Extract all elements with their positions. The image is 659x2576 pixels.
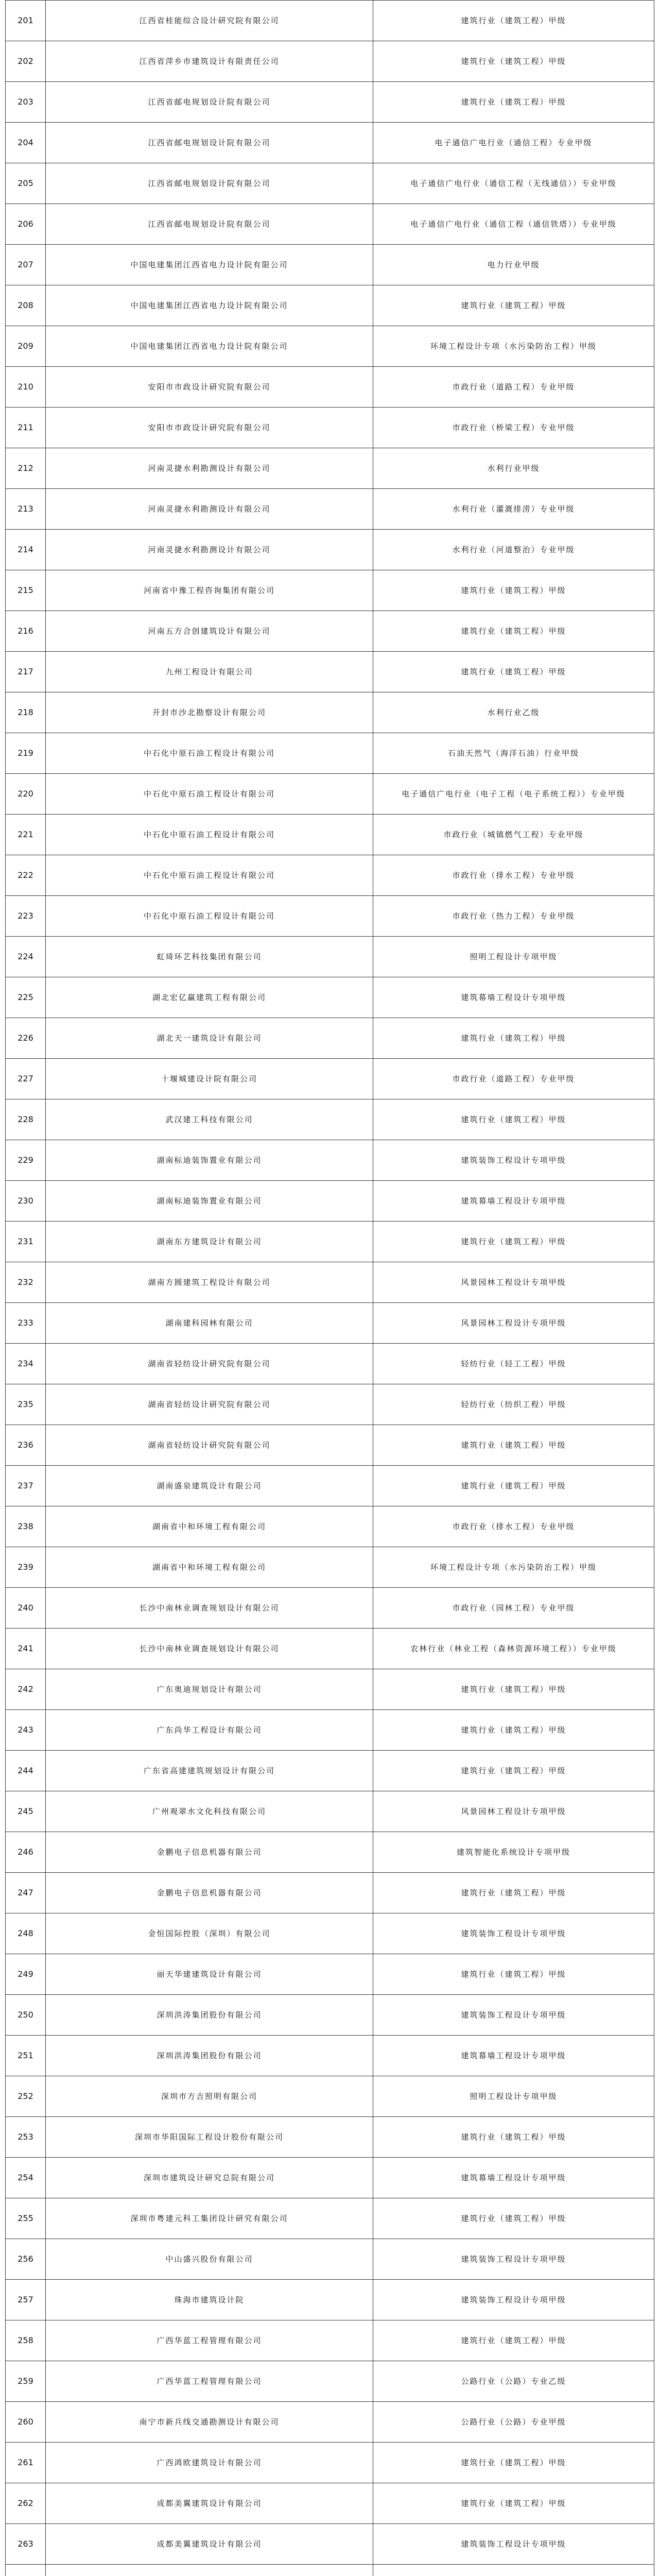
table-row [6, 2320, 654, 2361]
row-number: 246 [6, 1832, 46, 1873]
table-row [6, 1506, 654, 1547]
qualification: 建筑行业（建筑工程）甲级 [373, 1751, 654, 1791]
table-row [6, 937, 654, 977]
table-row [6, 1262, 654, 1303]
table-row [6, 692, 654, 733]
company-name: 江西省邮电规划设计院有限公司 [46, 82, 373, 123]
company-name: 河南省中豫工程咨询集团有限公司 [46, 570, 373, 611]
table-row [6, 815, 654, 855]
table-row [6, 367, 654, 408]
qualification: 市政行业（桥梁工程）专业甲级 [373, 408, 654, 448]
row-number: 245 [6, 1791, 46, 1832]
row-number: 215 [6, 570, 46, 611]
company-name: 中石化中原石油工程设计有限公司 [46, 815, 373, 855]
qualification: 市政行业（园林工程）专业甲级 [373, 1588, 654, 1629]
table-row [6, 2361, 654, 2402]
company-name: 湖南省轻纺设计研究院有限公司 [46, 1425, 373, 1466]
table-row [6, 326, 654, 367]
company-name: 广州观翠水文化科技有限公司 [46, 1791, 373, 1832]
qualification: 建筑行业（建筑工程）甲级 [373, 1873, 654, 1913]
company-name: 珠海市建筑设计院 [46, 2280, 373, 2320]
row-number: 206 [6, 204, 46, 245]
company-name: 武汉建工科技有限公司 [46, 1099, 373, 1140]
table-row [6, 1018, 654, 1059]
qualification: 风景园林工程设计专项甲级 [373, 1303, 654, 1344]
row-number: 255 [6, 2198, 46, 2239]
table-row [6, 163, 654, 204]
company-name: 中国电建集团江西省电力设计院有限公司 [46, 326, 373, 367]
row-number: 220 [6, 774, 46, 815]
table-row [6, 1222, 654, 1262]
row-number: 231 [6, 1222, 46, 1262]
table-row [6, 1059, 654, 1099]
company-name: 广东省高建建筑规划设计有限公司 [46, 1751, 373, 1791]
table-row [6, 652, 654, 692]
row-number: 227 [6, 1059, 46, 1099]
qualification: 水利行业甲级 [373, 448, 654, 489]
table-row [6, 1588, 654, 1629]
company-name: 湖南省轻纺设计研究院有限公司 [46, 1384, 373, 1425]
table-row [6, 2443, 654, 2483]
row-number: 235 [6, 1384, 46, 1425]
qualification: 建筑行业（建筑工程）甲级 [373, 1018, 654, 1059]
table-row [6, 611, 654, 652]
qualification: 建筑行业（建筑工程）甲级 [373, 285, 654, 326]
qualification: 建筑智能化系统设计专项甲级 [373, 1832, 654, 1873]
qualification: 建筑装饰工程设计专项甲级 [373, 1995, 654, 2036]
qualification: 建筑行业（建筑工程）甲级 [373, 1, 654, 41]
company-name: 深圳洪涛集团股份有限公司 [46, 1995, 373, 2036]
row-number: 203 [6, 82, 46, 123]
company-name: 中国电建集团江西省电力设计院有限公司 [46, 245, 373, 285]
company-name: 湖南建科园林有限公司 [46, 1303, 373, 1344]
row-number: 211 [6, 408, 46, 448]
company-name: 十堰城建设计院有限公司 [46, 1059, 373, 1099]
row-number: 229 [6, 1140, 46, 1181]
table-row [6, 2198, 654, 2239]
company-name: 广西鸿欧建筑设计有限公司 [46, 2443, 373, 2483]
table-row [6, 1547, 654, 1588]
table-row [6, 2402, 654, 2443]
table-row [6, 1873, 654, 1913]
row-number: 254 [6, 2158, 46, 2198]
table-row [6, 1425, 654, 1466]
company-name: 长沙中南林业调查规划设计有限公司 [46, 1588, 373, 1629]
table-row [6, 123, 654, 163]
company-name: 南宁市新兵线交通勘测设计有限公司 [46, 2402, 373, 2443]
company-name: 湖北宏亿赢建筑工程有限公司 [46, 977, 373, 1018]
company-name: 深圳市华阳国际工程设计股份有限公司 [46, 2117, 373, 2158]
company-name: 丽天华建建筑设计有限公司 [46, 1954, 373, 1995]
qualification: 水利行业乙级 [373, 692, 654, 733]
row-number: 222 [6, 855, 46, 896]
qualification: 建筑行业（建筑工程）甲级 [373, 570, 654, 611]
table-row [6, 204, 654, 245]
row-number: 233 [6, 1303, 46, 1344]
row-number: 244 [6, 1751, 46, 1791]
table-row [6, 1995, 654, 2036]
row-number: 207 [6, 245, 46, 285]
qualification: 市政行业（排水工程）专业甲级 [373, 1506, 654, 1547]
company-name: 中山盛兴股份有限公司 [46, 2239, 373, 2280]
row-number: 234 [6, 1344, 46, 1384]
qualification: 风景园林工程设计专项甲级 [373, 1262, 654, 1303]
table-row [6, 1669, 654, 1710]
qualification: 建筑行业（建筑工程）甲级 [373, 1710, 654, 1751]
company-name: 中石化中原石油工程设计有限公司 [46, 733, 373, 774]
row-number: 236 [6, 1425, 46, 1466]
company-name: 成都美翼建筑设计有限公司 [46, 2483, 373, 2524]
company-name: 湖南盛泉建筑设计有限公司 [46, 1466, 373, 1506]
company-name: 江西省邮电规划设计院有限公司 [46, 163, 373, 204]
qualification: 市政行业（城镇燃气工程）专业甲级 [373, 815, 654, 855]
table-row [6, 896, 654, 937]
table-row [6, 82, 654, 123]
table-row [6, 1, 654, 41]
qualification: 公路行业（公路）专业乙级 [373, 2361, 654, 2402]
company-name: 金恒国际控股（深圳）有限公司 [46, 1913, 373, 1954]
table-row [6, 855, 654, 896]
qualification: 公路行业（公路）专业甲级 [373, 2402, 654, 2443]
table-body [6, 1, 654, 2576]
table-row [6, 774, 654, 815]
qualification: 市政行业（道路工程）专业甲级 [373, 367, 654, 408]
qualification: 建筑行业（建筑工程）甲级 [373, 41, 654, 82]
qualification: 建筑行业（建筑工程）甲级 [373, 2117, 654, 2158]
row-number: 238 [6, 1506, 46, 1547]
qualification: 建筑行业（建筑工程）甲级 [373, 652, 654, 692]
table-row [6, 530, 654, 570]
company-name: 中石化中原石油工程设计有限公司 [46, 855, 373, 896]
row-number: 217 [6, 652, 46, 692]
row-number: 247 [6, 1873, 46, 1913]
table-row [6, 2117, 654, 2158]
row-number: 219 [6, 733, 46, 774]
row-number: 259 [6, 2361, 46, 2402]
row-number: 256 [6, 2239, 46, 2280]
row-number: 223 [6, 896, 46, 937]
qualification: 建筑行业（建筑工程）甲级 [373, 1222, 654, 1262]
qualification: 环境工程设计专项（水污染防治工程）甲级 [373, 1547, 654, 1588]
qualification: 电子通信广电行业（通信工程（通信铁塔））专业甲级 [373, 204, 654, 245]
qualification: 轻纺行业（轻工工程）甲级 [373, 1344, 654, 1384]
row-number: 253 [6, 2117, 46, 2158]
qualification: 电子通信广电行业（通信工程（无线通信））专业甲级 [373, 163, 654, 204]
company-name: 中石化中原石油工程设计有限公司 [46, 774, 373, 815]
company-name: 安阳市市政设计研究院有限公司 [46, 367, 373, 408]
qualification: 建筑幕墙工程设计专项甲级 [373, 2036, 654, 2076]
table-row [6, 1629, 654, 1669]
qualification: 建筑装饰工程设计专项甲级 [373, 1140, 654, 1181]
qualification: 农林行业（林业工程（森林资源环境工程））专业甲级 [373, 1629, 654, 1669]
qualification: 建筑行业（建筑工程）甲级 [373, 1099, 654, 1140]
row-number: 242 [6, 1669, 46, 1710]
table-row [6, 1832, 654, 1873]
qualification: 建筑幕墙工程设计专项甲级 [373, 2158, 654, 2198]
qualification: 建筑行业（建筑工程）甲级 [373, 82, 654, 123]
qualification: 石油天然气（海洋石油）行业甲级 [373, 733, 654, 774]
row-number [6, 2565, 46, 2576]
row-number: 228 [6, 1099, 46, 1140]
row-number: 214 [6, 530, 46, 570]
row-number: 208 [6, 285, 46, 326]
company-name: 河南五方合创建筑设计有限公司 [46, 611, 373, 652]
row-number: 261 [6, 2443, 46, 2483]
qualification: 建筑装饰工程设计专项甲级 [373, 2524, 654, 2565]
company-name: 金鹏电子信息机器有限公司 [46, 1873, 373, 1913]
qualification: 建筑装饰工程设计专项甲级 [373, 2239, 654, 2280]
row-number: 258 [6, 2320, 46, 2361]
table-row [6, 2158, 654, 2198]
row-number: 240 [6, 1588, 46, 1629]
company-name: 江西省萍乡市建筑设计有限责任公司 [46, 41, 373, 82]
company-name: 广东尚华工程设计有限公司 [46, 1710, 373, 1751]
table-row [6, 1954, 654, 1995]
row-number: 210 [6, 367, 46, 408]
row-number: 239 [6, 1547, 46, 1588]
row-number: 216 [6, 611, 46, 652]
qualification: 电力行业甲级 [373, 245, 654, 285]
qualification: 建筑行业（建筑工程）甲级 [373, 2320, 654, 2361]
company-name: 湖北天一建筑设计有限公司 [46, 1018, 373, 1059]
table-row [6, 245, 654, 285]
qualification: 建筑行业（建筑工程）甲级 [373, 2198, 654, 2239]
table-row [6, 1466, 654, 1506]
qualification: 建筑幕墙工程设计专项甲级 [373, 977, 654, 1018]
company-name: 湖南方圆建筑工程设计有限公司 [46, 1262, 373, 1303]
company-name: 深圳市粤建元科工集团设计研究有限公司 [46, 2198, 373, 2239]
qualification: 市政行业（排水工程）专业甲级 [373, 855, 654, 896]
table-row [6, 41, 654, 82]
table-row [6, 570, 654, 611]
company-name: 开封市沙北勘察设计有限公司 [46, 692, 373, 733]
table-row [6, 2036, 654, 2076]
row-number: 241 [6, 1629, 46, 1669]
row-number: 257 [6, 2280, 46, 2320]
row-number: 252 [6, 2076, 46, 2117]
company-name: 广西华蓝工程管理有限公司 [46, 2320, 373, 2361]
row-number: 237 [6, 1466, 46, 1506]
table-row [6, 1181, 654, 1222]
row-number: 201 [6, 1, 46, 41]
table-row [6, 1099, 654, 1140]
row-number: 262 [6, 2483, 46, 2524]
qualification: 建筑行业（建筑工程）甲级 [373, 2483, 654, 2524]
qualification: 电子通信广电行业（通信工程）专业甲级 [373, 123, 654, 163]
company-name: 虹琦环艺科技集团有限公司 [46, 937, 373, 977]
table-row [6, 2280, 654, 2320]
company-name: 长沙中南林业调查规划设计有限公司 [46, 1629, 373, 1669]
qualification: 建筑幕墙工程设计专项甲级 [373, 1181, 654, 1222]
company-name: 深圳市建筑设计研究总院有限公司 [46, 2158, 373, 2198]
row-number: 209 [6, 326, 46, 367]
table-row [6, 1303, 654, 1344]
company-name: 湖南标迪装饰置业有限公司 [46, 1181, 373, 1222]
company-name: 九州工程设计有限公司 [46, 652, 373, 692]
qualification: 建筑行业（建筑工程）甲级 [373, 1669, 654, 1710]
row-number: 213 [6, 489, 46, 530]
row-number: 232 [6, 1262, 46, 1303]
company-name: 成都美翼建筑设计有限公司 [46, 2524, 373, 2565]
row-number: 205 [6, 163, 46, 204]
row-number: 221 [6, 815, 46, 855]
company-name: 广东奥迪规划设计有限公司 [46, 1669, 373, 1710]
qualification: 照明工程设计专项甲级 [373, 937, 654, 977]
row-number: 225 [6, 977, 46, 1018]
table-row [6, 285, 654, 326]
qualification: 环境工程设计专项（水污染防治工程）甲级 [373, 326, 654, 367]
row-number: 260 [6, 2402, 46, 2443]
row-number: 212 [6, 448, 46, 489]
qualification: 建筑行业（建筑工程）甲级 [373, 1425, 654, 1466]
qualification [373, 2565, 654, 2576]
row-number: 250 [6, 1995, 46, 2036]
row-number: 204 [6, 123, 46, 163]
table-row [6, 2239, 654, 2280]
table-row [6, 2483, 654, 2524]
table-row [6, 2076, 654, 2117]
company-name: 深圳洪涛集团股份有限公司 [46, 2036, 373, 2076]
row-number: 248 [6, 1913, 46, 1954]
row-number: 224 [6, 937, 46, 977]
company-name: 中国电建集团江西省电力设计院有限公司 [46, 285, 373, 326]
row-number: 202 [6, 41, 46, 82]
qualification: 建筑装饰工程设计专项甲级 [373, 1913, 654, 1954]
table-row [6, 1791, 654, 1832]
row-number: 230 [6, 1181, 46, 1222]
company-name: 江西省邮电规划设计院有限公司 [46, 204, 373, 245]
row-number: 243 [6, 1710, 46, 1751]
qualification-table [5, 0, 654, 2576]
table-row [6, 1140, 654, 1181]
table-row [6, 977, 654, 1018]
table-row [6, 1913, 654, 1954]
qualification: 建筑行业（建筑工程）甲级 [373, 611, 654, 652]
company-name [46, 2565, 373, 2576]
company-name: 湖南省中和环境工程有限公司 [46, 1547, 373, 1588]
qualification: 水利行业（灌溉排涝）专业甲级 [373, 489, 654, 530]
row-number: 263 [6, 2524, 46, 2565]
qualification: 建筑装饰工程设计专项甲级 [373, 2280, 654, 2320]
qualification: 建筑行业（建筑工程）甲级 [373, 1466, 654, 1506]
qualification: 水利行业（河道整治）专业甲级 [373, 530, 654, 570]
company-name: 中石化中原石油工程设计有限公司 [46, 896, 373, 937]
row-number: 226 [6, 1018, 46, 1059]
table-row [6, 1710, 654, 1751]
row-number: 251 [6, 2036, 46, 2076]
company-name: 湖南省中和环境工程有限公司 [46, 1506, 373, 1547]
table-row [6, 2565, 654, 2576]
company-name: 湖南标迪装饰置业有限公司 [46, 1140, 373, 1181]
table-row [6, 733, 654, 774]
qualification: 风景园林工程设计专项甲级 [373, 1791, 654, 1832]
qualification: 市政行业（热力工程）专业甲级 [373, 896, 654, 937]
company-name: 深圳市方吉照明有限公司 [46, 2076, 373, 2117]
table-row [6, 1384, 654, 1425]
company-name: 河南灵捷水利勘测设计有限公司 [46, 448, 373, 489]
qualification: 照明工程设计专项甲级 [373, 2076, 654, 2117]
company-name: 广西华蓝工程管理有限公司 [46, 2361, 373, 2402]
qualification: 建筑行业（建筑工程）甲级 [373, 1954, 654, 1995]
company-name: 江西省桂能综合设计研究院有限公司 [46, 1, 373, 41]
table-row [6, 408, 654, 448]
company-name: 湖南东方建筑设计有限公司 [46, 1222, 373, 1262]
table-row [6, 448, 654, 489]
qualification: 市政行业（道路工程）专业甲级 [373, 1059, 654, 1099]
qualification: 建筑行业（建筑工程）甲级 [373, 2443, 654, 2483]
table-row [6, 1344, 654, 1384]
table-row [6, 2524, 654, 2565]
table-row [6, 489, 654, 530]
table-row [6, 1751, 654, 1791]
company-name: 湖南省轻纺设计研究院有限公司 [46, 1344, 373, 1384]
qualification: 电子通信广电行业（电子工程（电子系统工程））专业甲级 [373, 774, 654, 815]
company-name: 金鹏电子信息机器有限公司 [46, 1832, 373, 1873]
company-name: 江西省邮电规划设计院有限公司 [46, 123, 373, 163]
company-name: 安阳市市政设计研究院有限公司 [46, 408, 373, 448]
company-name: 河南灵捷水利勘测设计有限公司 [46, 530, 373, 570]
row-number: 249 [6, 1954, 46, 1995]
qualification: 轻纺行业（纺织工程）甲级 [373, 1384, 654, 1425]
row-number: 218 [6, 692, 46, 733]
company-name: 河南灵捷水利勘测设计有限公司 [46, 489, 373, 530]
